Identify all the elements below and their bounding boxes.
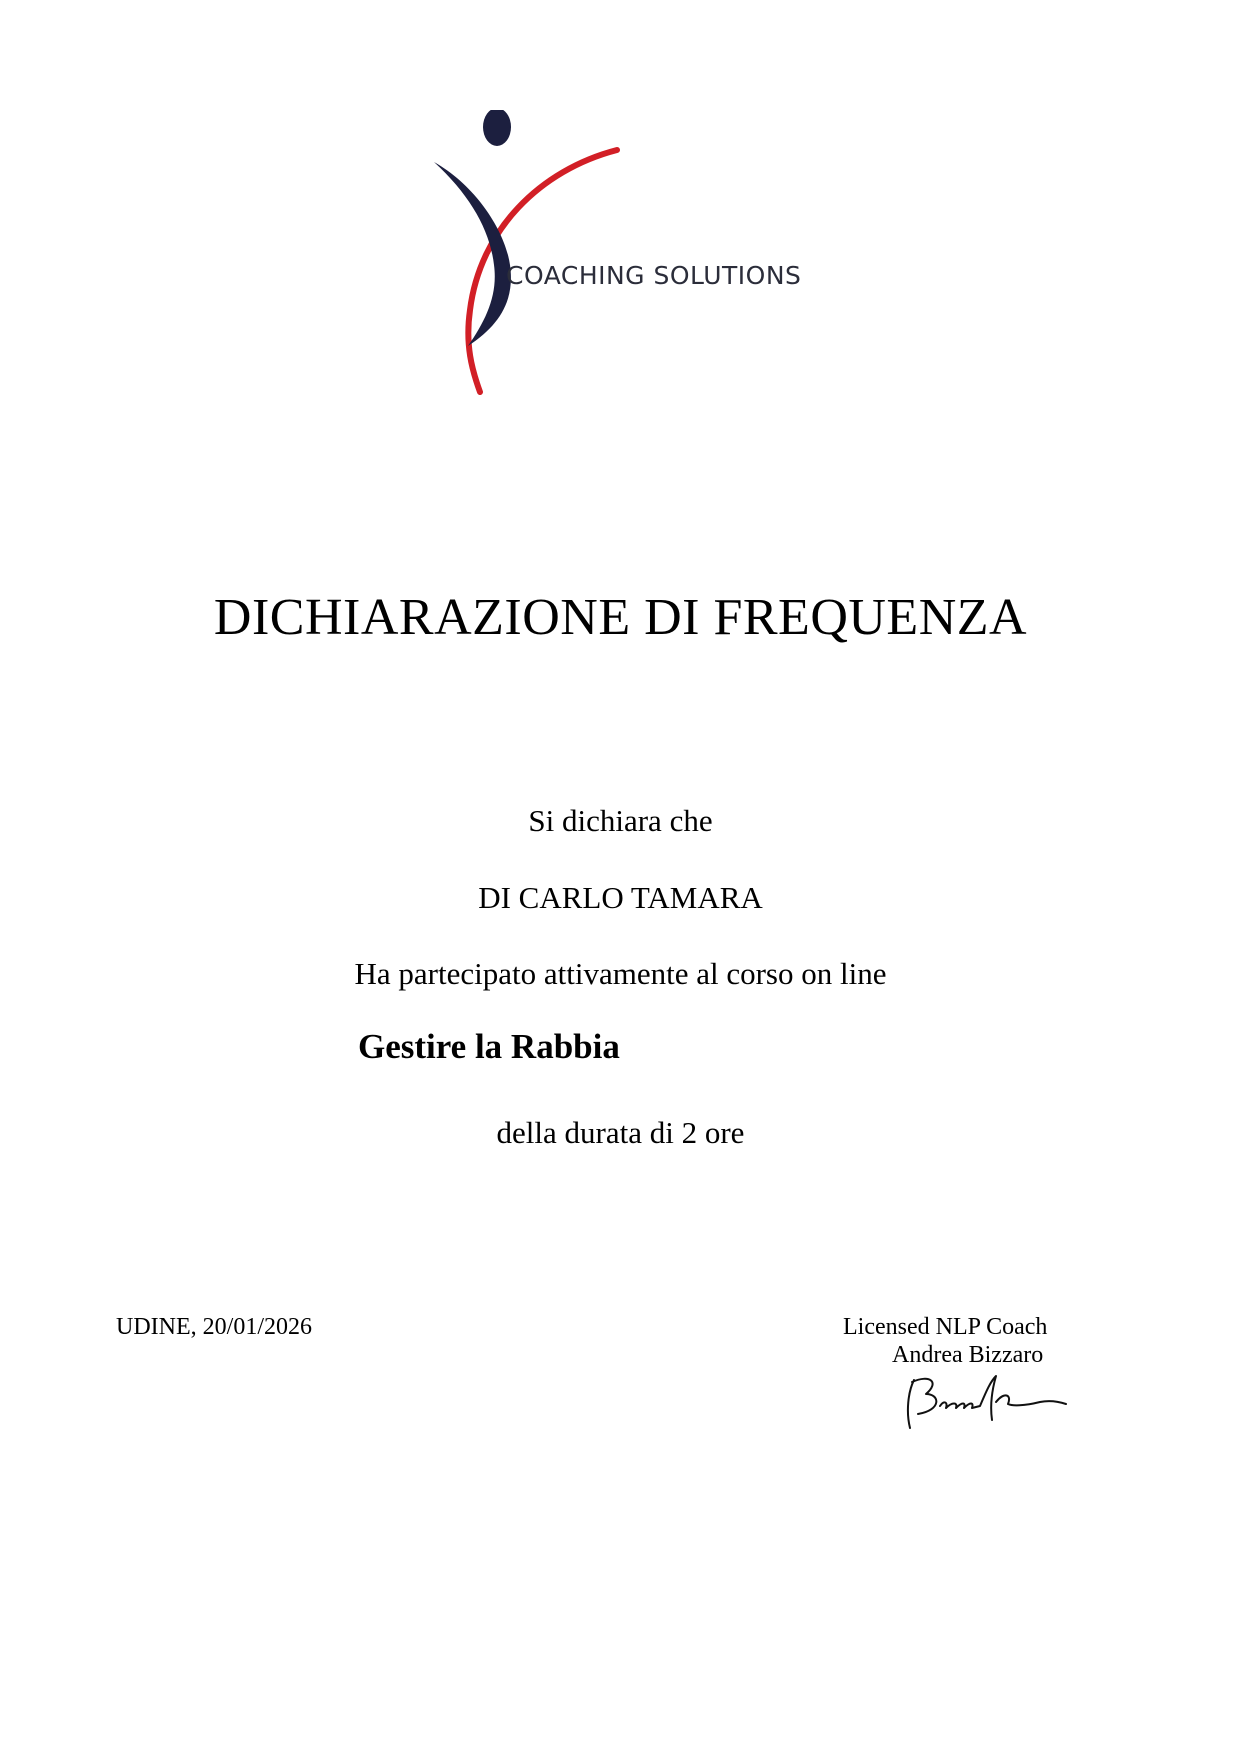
signer-role: Licensed NLP Coach: [843, 1314, 1048, 1340]
coaching-solutions-logo: [420, 110, 820, 410]
figure-head-shape: [483, 110, 511, 146]
participant-name: DI CARLO TAMARA: [478, 880, 763, 915]
duration-text: della durata di 2 ore: [496, 1115, 745, 1150]
certificate-title: DICHIARAZIONE DI FREQUENZA: [213, 589, 1028, 646]
participation-text: Ha partecipato attivamente al corso on line: [354, 956, 887, 991]
figure-body-shape: [434, 162, 511, 346]
brand-text: COACHING SOLUTIONS: [506, 261, 802, 290]
intro-text: Si dichiara che: [528, 803, 713, 838]
signature-stroke: [908, 1376, 1066, 1428]
course-title: Gestire la Rabbia: [358, 1027, 620, 1066]
place-date: UDINE, 20/01/2026: [116, 1314, 312, 1340]
handwritten-signature: [900, 1372, 1070, 1432]
signer-name: Andrea Bizzaro: [892, 1342, 1044, 1368]
